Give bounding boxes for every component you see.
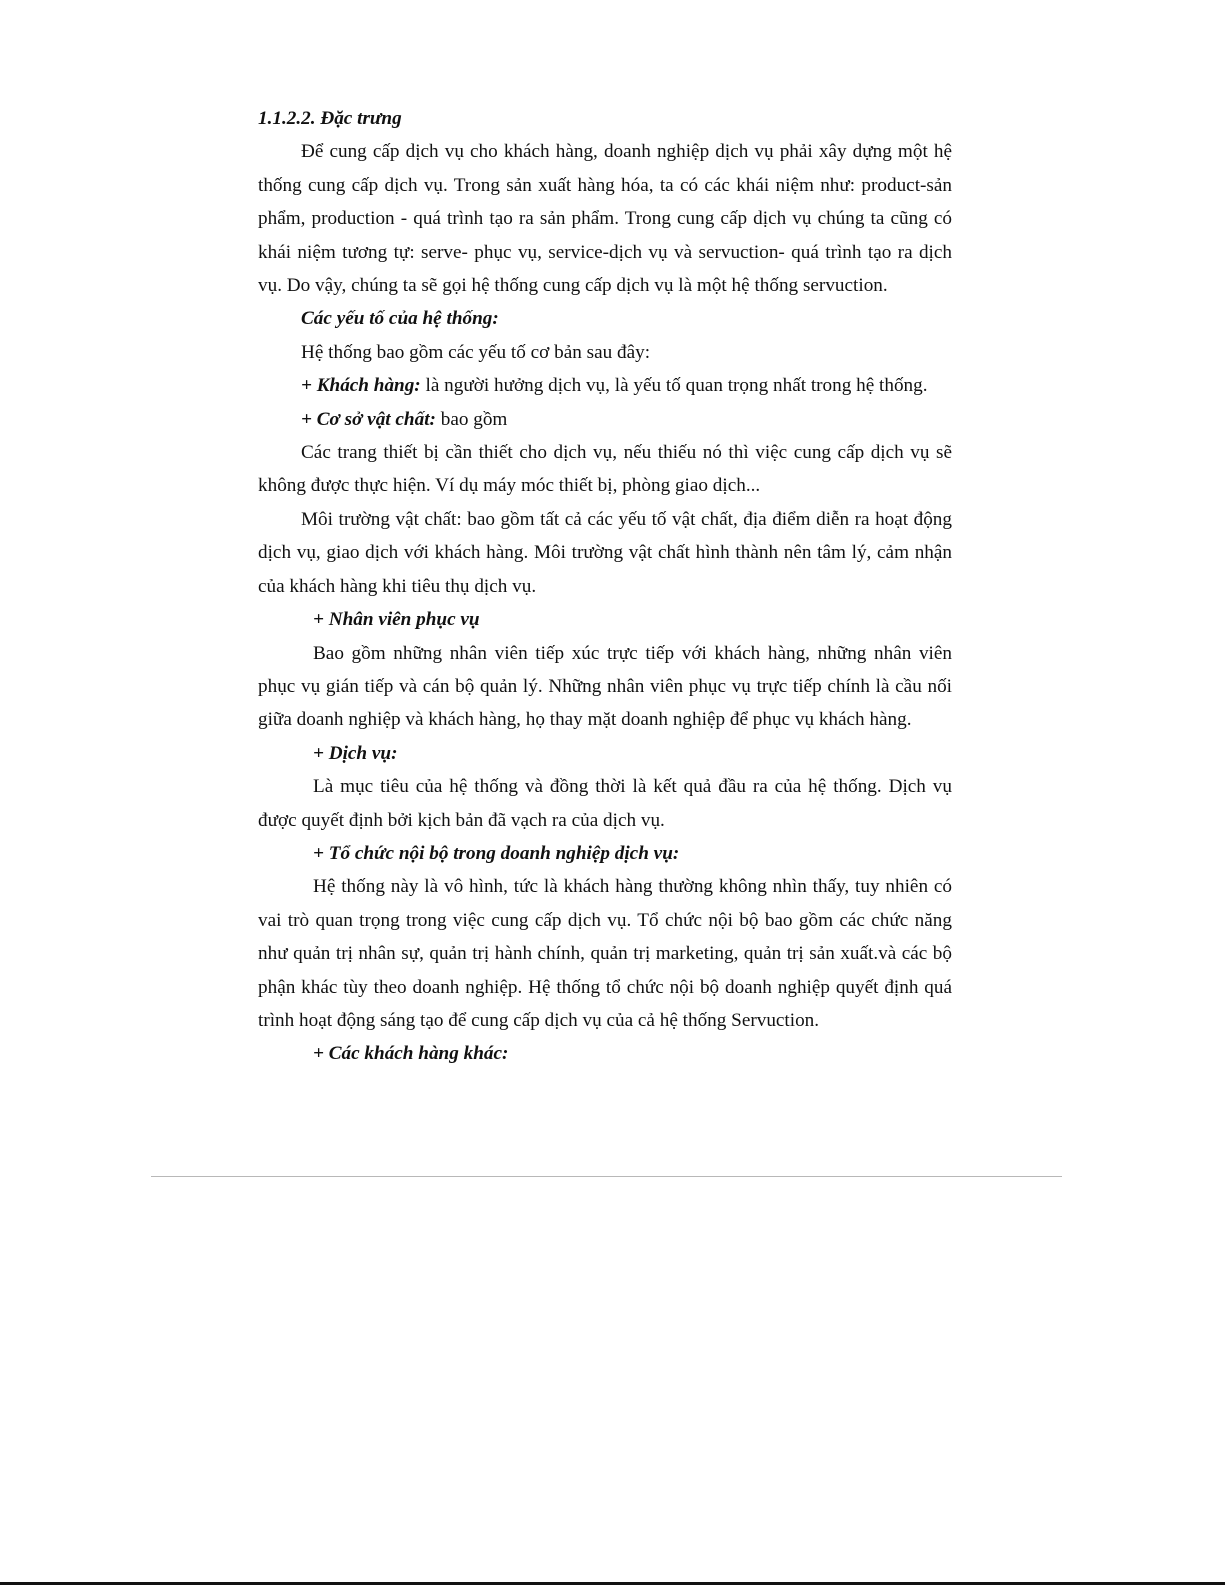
- list-item-facilities: [258, 403, 952, 436]
- document-body: [258, 102, 952, 1071]
- list-item-organization-label: + Tổ chức nội bộ trong doanh nghiệp dịch vụ:: [313, 842, 680, 864]
- paragraph-servuction-intro: Để cung cấp dịch vụ cho khách hàng, doanh nghiệp dịch vụ phải xây dựng một hệ thống cung cấp dịch vụ. Trong sản xuất hàng hóa, ta có các khái niệm như: product-sản phẩm, production - quá trình tạo ra sản phẩm. Trong cung cấp dịch vụ chúng ta cũng có khái niệm tương tự: serve- phục vụ, service-dịch vụ và servuction- quá trình tạo ra dịch vụ. Do vậy, chúng ta sẽ gọi hệ thống cung cấp dịch vụ là một hệ thống servuction.: [258, 141, 952, 297]
- subheading-elements: Các yếu tố của hệ thống:: [301, 308, 499, 330]
- list-item-service-label: + Dịch vụ:: [313, 742, 398, 764]
- list-item-customer-label: + Khách hàng:: [301, 375, 421, 397]
- list-item-customer: [258, 369, 952, 402]
- list-item-other-customers-label: + Các khách hàng khác:: [313, 1043, 509, 1065]
- paragraph-organization: Hệ thống này là vô hình, tức là khách hàng thường không nhìn thấy, tuy nhiên có vai trò quan trọng trong việc cung cấp dịch vụ. Tổ chức nội bộ bao gồm các chức năng như quản trị nhân sự, quản trị hành chính, quản trị marketing, quản trị sản xuất.và các bộ phận khác tùy theo doanh nghiệp. Hệ thống tổ chức nội bộ doanh nghiệp quyết định quá trình hoạt động sáng tạo để cung cấp dịch vụ của cả hệ thống Servuction.: [258, 876, 952, 1031]
- paragraph-equipment: Các trang thiết bị cần thiết cho dịch vụ, nếu thiếu nó thì việc cung cấp dịch vụ sẽ không được thực hiện. Ví dụ máy móc thiết bị, phòng giao dịch...: [258, 442, 952, 497]
- paragraph-staff: Bao gồm những nhân viên tiếp xúc trực tiếp với khách hàng, những nhân viên phục vụ gián tiếp và cán bộ quản lý. Những nhân viên phục vụ trực tiếp chính là cầu nối giữa doanh nghiệp và khách hàng, họ thay mặt doanh nghiệp để phục vụ khách hàng.: [258, 642, 952, 731]
- paragraph-elements-intro: Hệ thống bao gồm các yếu tố cơ bản sau đây:: [301, 341, 651, 363]
- section-heading: 1.1.2.2. Đặc trưng: [258, 108, 402, 129]
- list-item-facilities-label: + Cơ sở vật chất:: [301, 408, 436, 430]
- paragraph-environment: Môi trường vật chất: bao gồm tất cả các yếu tố vật chất, địa điểm diễn ra hoạt động dịch vụ, giao dịch với khách hàng. Môi trường vật chất hình thành nên tâm lý, cảm nhận của khách hàng khi tiêu thụ dịch vụ.: [258, 508, 952, 597]
- list-item-staff-label: + Nhân viên phục vụ: [313, 609, 480, 631]
- footer-divider: [151, 1176, 1062, 1177]
- list-item-facilities-text: bao gồm: [435, 408, 508, 430]
- list-item-customer-text: là người hưởng dịch vụ, là yếu tố quan trọng nhất trong hệ thống.: [420, 375, 928, 397]
- paragraph-service: Là mục tiêu của hệ thống và đồng thời là kết quả đầu ra của hệ thống. Dịch vụ được quyết định bởi kịch bản đã vạch ra của dịch vụ.: [258, 776, 952, 831]
